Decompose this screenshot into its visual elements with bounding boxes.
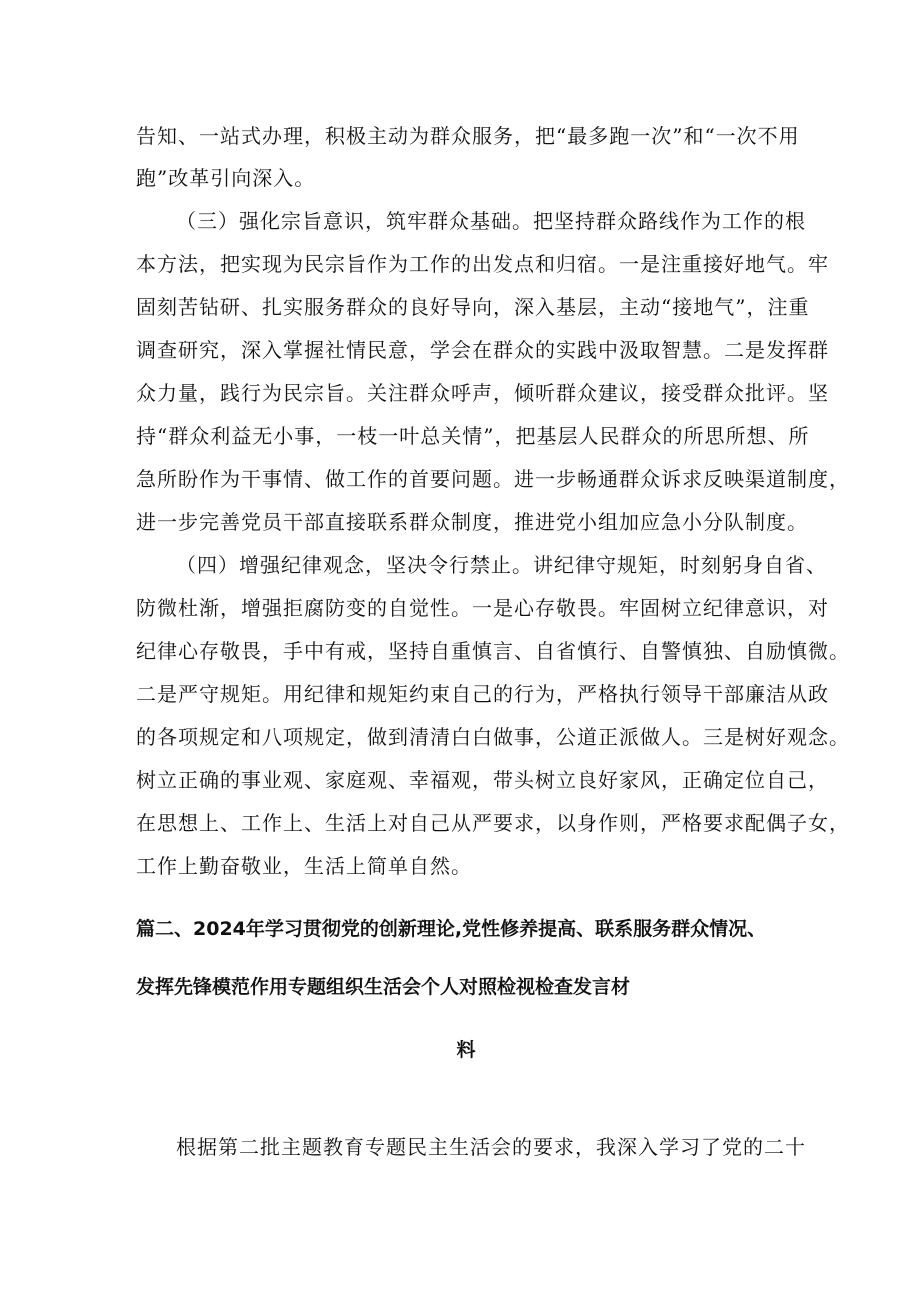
section-title-line-3: 料 — [456, 1039, 476, 1061]
paragraph-3-line-1: （四）增强纪律观念，坚决令行禁止。讲纪律守规矩，时刻躬身自省、 — [176, 553, 827, 577]
paragraph-3-line-7: 在思想上、工作上、生活上对自己从严要求，以身作则，严格要求配偶子女， — [136, 811, 850, 835]
paragraph-2-line-2: 本方法，把实现为民宗旨作为工作的出发点和归宿。一是注重接好地气。牢 — [136, 252, 829, 276]
paragraph-3-line-3: 纪律心存敬畏，手中有戒，坚持自重慎言、自省慎行、自警慎独、自励慎微。 — [136, 639, 850, 663]
paragraph-1-line-1: 告知、一站式办理，积极主动为群众服务，把“最多跑一次”和“一次不用 — [136, 124, 800, 148]
paragraph-2-line-3: 固刻苦钻研、扎实服务群众的良好导向，深入基层，主动“接地气”，注重 — [136, 295, 810, 319]
paragraph-2-line-8: 进一步完善党员干部直接联系群众制度，推进党小组加应急小分队制度。 — [136, 510, 808, 534]
paragraph-2-line-4: 调查研究，深入掌握社情民意，学会在群众的实践中汲取智慧。二是发挥群 — [136, 338, 829, 362]
section-title-line-1: 篇二、2024年学习贯彻党的创新理论,党性修养提高、联系服务群众情况、 — [136, 918, 767, 940]
section-title-line-2: 发挥先锋模范作用专题组织生活会个人对照检视检查发言材 — [136, 976, 631, 998]
paragraph-3-line-4: 二是严守规矩。用纪律和规矩约束自己的行为，严格执行领导干部廉洁从政 — [136, 682, 829, 706]
paragraph-3-line-8: 工作上勤奋敬业，生活上简单自然。 — [136, 854, 472, 878]
paragraph-1-line-2: 跑”改革引向深入。 — [136, 166, 316, 190]
paragraph-3-line-5: 的各项规定和八项规定，做到清清白白做事，公道正派做人。三是树好观念。 — [136, 725, 850, 749]
paragraph-2-line-5: 众力量，践行为民宗旨。关注群众呼声，倾听群众建议，接受群众批评。坚 — [136, 381, 829, 405]
paragraph-3-line-2: 防微杜渐，增强拒腐防变的自觉性。一是心存敬畏。牢固树立纪律意识，对 — [136, 596, 829, 620]
paragraph-4-line-1: 根据第二批主题教育专题民主生活会的要求，我深入学习了党的二十 — [176, 1135, 806, 1159]
paragraph-3-line-6: 树立正确的事业观、家庭观、幸福观，带头树立良好家风，正确定位自己， — [136, 768, 829, 792]
paragraph-2-line-1: （三）强化宗旨意识，筑牢群众基础。把坚持群众路线作为工作的根 — [176, 209, 806, 233]
paragraph-2-line-7: 急所盼作为干事情、做工作的首要问题。进一步畅通群众诉求反映渠道制度， — [136, 467, 850, 491]
paragraph-2-line-6: 持“群众利益无小事，一枝一叶总关情”，把基层人民群众的所思所想、所 — [136, 424, 810, 448]
